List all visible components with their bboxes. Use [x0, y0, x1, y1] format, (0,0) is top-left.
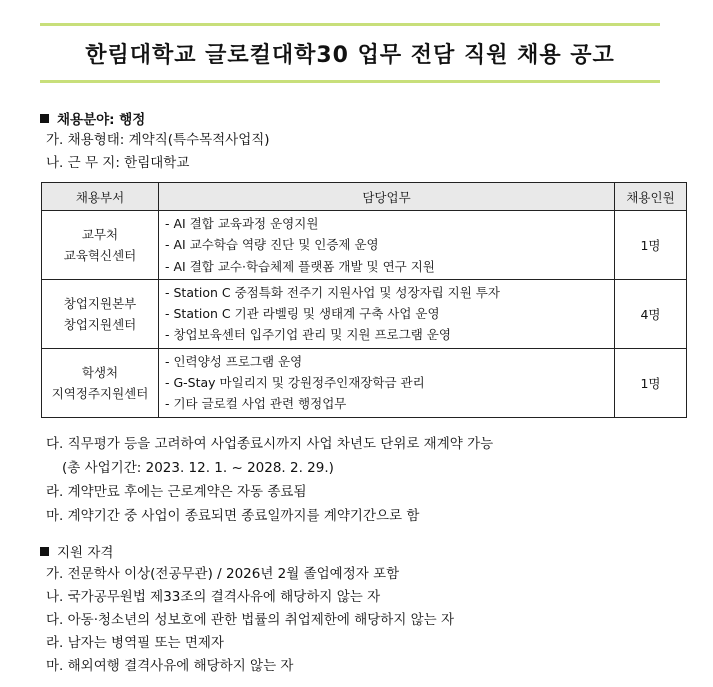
info-line-expiry: 라. 계약만료 후에는 근로계약은 자동 종료됨: [46, 484, 307, 500]
section-heading-text: 채용분야: 행정: [57, 112, 146, 128]
dept-subname: 창업지원센터: [63, 316, 137, 332]
section-heading-qualification: [40, 541, 113, 561]
info-line-termination: 마. 계약기간 중 사업이 종료되면 종료일까지를 계약기간으로 함: [46, 508, 420, 524]
info-line-location: 나. 근 무 지: 한림대학교: [46, 155, 190, 171]
header-count: 채용인원: [615, 183, 687, 211]
header-dept: 채용부서: [42, 183, 159, 211]
info-line-renewal: 다. 직무평가 등을 고려하여 사업종료시까지 사업 차년도 단위로 재계약 가능: [46, 436, 494, 452]
duty-item: - 인력양성 프로그램 운영: [165, 353, 303, 369]
dept-cell: [42, 279, 159, 348]
duty-item: - AI 교수학습 역량 진단 및 인증제 운영: [165, 237, 379, 253]
section-heading-field: [40, 108, 145, 128]
qualification-item: 마. 해외여행 결격사유에 해당하지 않는 자: [46, 658, 294, 674]
positions-table: [41, 182, 687, 418]
count-cell: 1명: [615, 348, 687, 417]
duty-item: - Station C 기관 라벨링 및 생태계 구축 사업 운영: [165, 306, 440, 322]
duty-item: - 기타 글로컬 사업 관련 행정업무: [165, 396, 347, 412]
table-row: [42, 211, 687, 280]
qualification-item: 가. 전문학사 이상(전공무관) / 2026년 2월 졸업예정자 포함: [46, 566, 400, 582]
duty-cell: [159, 279, 615, 348]
dept-subname: 교육혁신센터: [63, 247, 137, 263]
square-bullet-icon: [40, 114, 49, 123]
square-bullet-icon: [40, 547, 49, 556]
dept-cell: [42, 348, 159, 417]
duty-item: - G-Stay 마일리지 및 강원정주인재장학금 관리: [165, 375, 425, 391]
info-line-period: (총 사업기간: 2023. 12. 1. ~ 2028. 2. 29.): [62, 460, 334, 476]
title-box: [40, 23, 660, 83]
page-title: 한림대학교 글로컬대학30 업무 전담 직원 채용 공고: [85, 42, 615, 68]
count-cell: 1명: [615, 211, 687, 280]
duty-item: - AI 결합 교육과정 운영지원: [165, 216, 319, 231]
qualification-item: 라. 남자는 병역필 또는 면제자: [46, 635, 224, 651]
header-duties: 담당업무: [159, 183, 615, 211]
dept-name: 창업지원본부: [63, 295, 137, 311]
dept-name: 교무처: [81, 226, 119, 242]
duty-item: - 창업보육센터 입주기업 관리 및 지원 프로그램 운영: [165, 327, 451, 343]
dept-subname: 지역정주지원센터: [51, 385, 149, 401]
table-header-row: [42, 183, 687, 211]
dept-cell: [42, 211, 159, 280]
duty-item: - Station C 중점특화 전주기 지원사업 및 성장자립 지원 투자: [165, 284, 500, 300]
qualification-item: 나. 국가공무원법 제33조의 결격사유에 해당하지 않는 자: [46, 589, 381, 605]
table-row: [42, 279, 687, 348]
table-row: [42, 348, 687, 417]
info-line-type: 가. 채용형태: 계약직(특수목적사업직): [46, 132, 270, 148]
duty-cell: [159, 211, 615, 280]
section-heading-text: 지원 자격: [57, 545, 114, 561]
dept-name: 학생처: [81, 364, 119, 380]
count-cell: 4명: [615, 279, 687, 348]
duty-cell: [159, 348, 615, 417]
qualification-item: 다. 아동·청소년의 성보호에 관한 법률의 취업제한에 해당하지 않는 자: [46, 612, 455, 628]
duty-item: - AI 결합 교수·학습체제 플랫폼 개발 및 연구 지원: [165, 258, 435, 274]
